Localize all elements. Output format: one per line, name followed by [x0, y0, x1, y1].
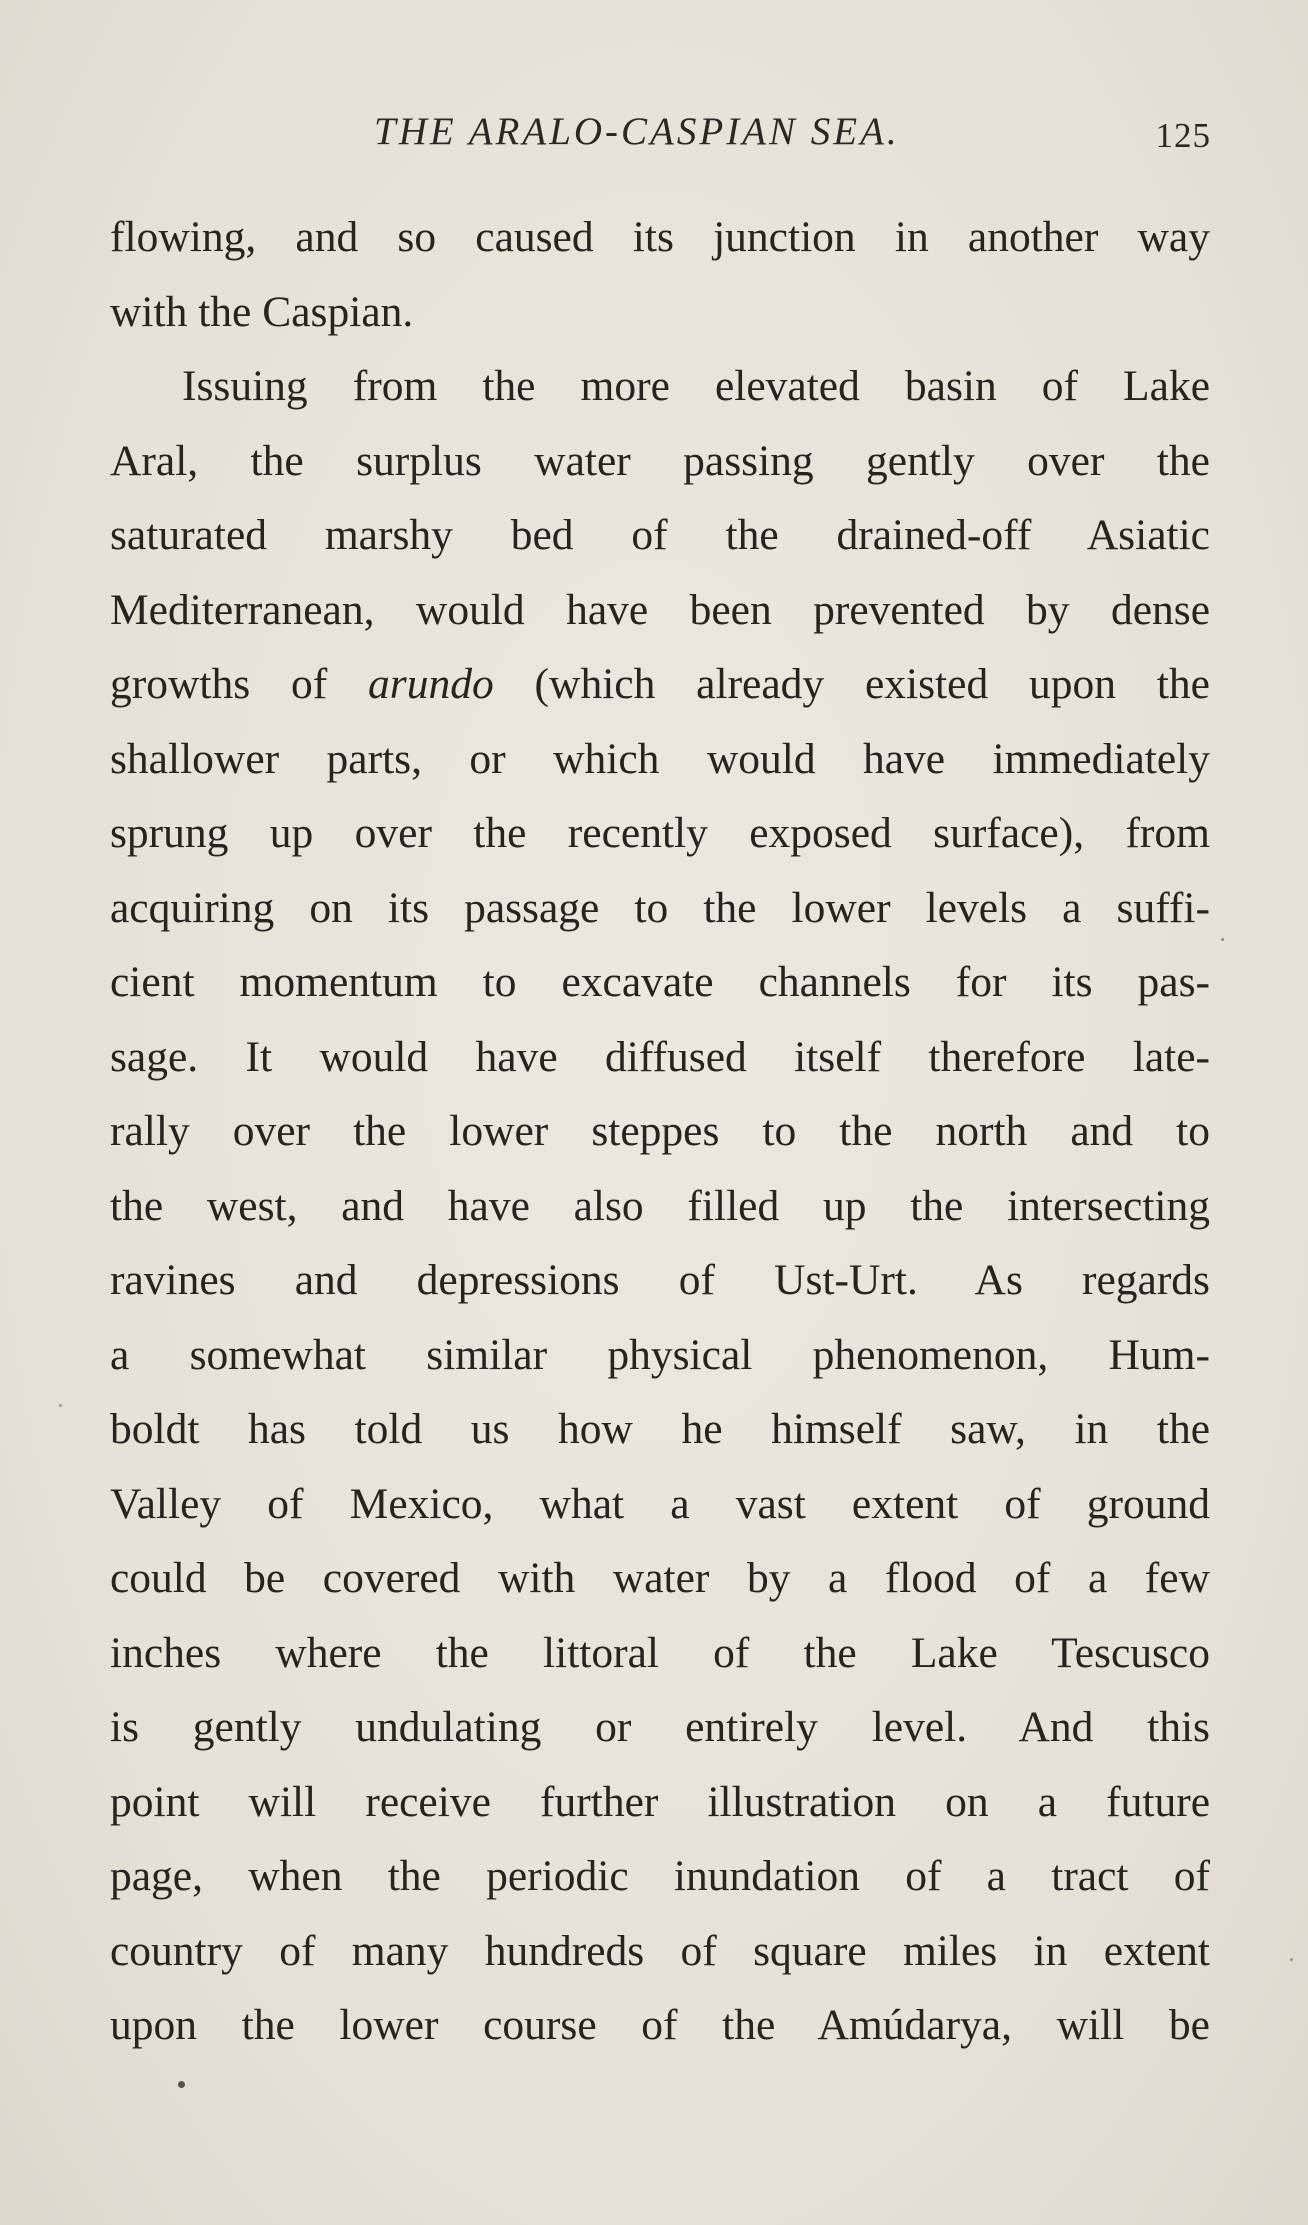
paper-speck	[1290, 1958, 1293, 1961]
text-line: rally over the lower steppes to the north and to	[110, 1107, 1210, 1155]
text-line: page, when the periodic inundation of a tract of	[110, 1852, 1210, 1900]
page-number: 125	[1155, 116, 1211, 155]
text-line: sage. It would have diffused itself therefore late-	[110, 1032, 1210, 1081]
paper-speck	[59, 1404, 62, 1407]
italic-term: arundo	[368, 660, 494, 708]
text-line: upon the lower course of the Amúdarya, will be	[110, 2001, 1210, 2049]
text-line: is gently undulating or entirely level. And this	[110, 1703, 1210, 1751]
text-line: a somewhat similar physical phenomenon, Hum-	[110, 1330, 1210, 1379]
paper-speck	[178, 2081, 185, 2088]
text-line: point will receive further illustration on a future	[110, 1777, 1210, 1826]
text-line: Valley of Mexico, what a vast extent of ground	[110, 1479, 1210, 1528]
text-line: cient momentum to excavate channels for its pas-	[110, 958, 1210, 1006]
text-line: the west, and have also filled up the intersecting	[110, 1181, 1210, 1230]
text-line: country of many hundreds of square miles in extent	[110, 1926, 1210, 1975]
text-segment: (which already existed upon the	[493, 660, 1210, 708]
text-line: Mediterranean, would have been prevented by dense	[110, 585, 1210, 634]
text-line: saturated marshy bed of the drained-off Asiatic	[110, 511, 1210, 559]
text-line: Aral, the surplus water passing gently over the	[110, 436, 1210, 485]
text-line: shallower parts, or which would have immediately	[110, 734, 1210, 783]
running-title: THE ARALO-CASPIAN SEA.	[374, 110, 900, 153]
text-line: with the Caspian.	[110, 287, 414, 336]
text-line-with-italic	[110, 647, 1210, 722]
text-line: Issuing from the more elevated basin of Lake	[182, 362, 1210, 410]
paragraph-2	[110, 349, 1210, 2063]
text-line: boldt has told us how he himself saw, in the	[110, 1405, 1210, 1453]
text-line: sprung up over the recently exposed surface), from	[110, 809, 1210, 857]
text-line: could be covered with water by a flood of a few	[110, 1554, 1210, 1602]
text-line: ravines and depressions of Ust-Urt. As regards	[110, 1256, 1210, 1304]
text-line: flowing, and so caused its junction in another way	[110, 213, 1210, 261]
paper-speck	[1221, 938, 1224, 941]
text-segment: growths of	[110, 660, 369, 708]
body-text	[110, 200, 1210, 2063]
text-line: acquiring on its passage to the lower levels a suffi-	[110, 883, 1210, 932]
running-head	[112, 105, 1212, 155]
paragraph-1	[110, 200, 1210, 349]
text-line: inches where the littoral of the Lake Tescusco	[110, 1628, 1210, 1677]
